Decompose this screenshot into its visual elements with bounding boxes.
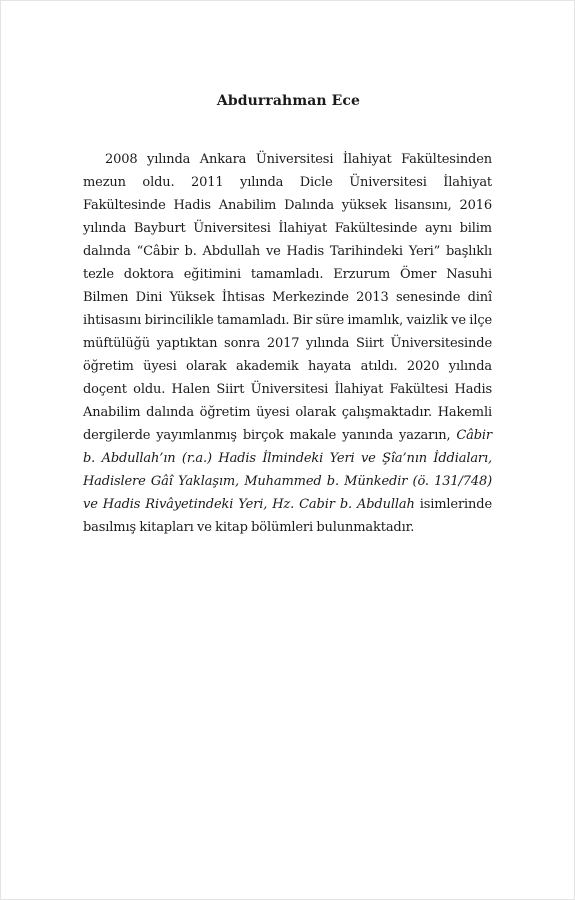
biography-closing-text: isimlerinde basılmış kitapları ve kitap bölümleri bulunmaktadır. — [83, 497, 492, 535]
author-biography — [83, 148, 492, 539]
book-titles: Câbir b. Abdullah’ın (r.a.) Hadis İlmindeki Yeri ve Şîa’nın İddiaları, Hadislere Gâî Yaklaşım, Muhammed b. Münkedir (ö. 131/748) ve Hadis Rivâyetindeki Yeri, Hz. Cabir b. Abdullah — [83, 428, 492, 512]
author-name-heading: Abdurrahman Ece — [216, 93, 361, 109]
biography-text: 2008 yılında Ankara Üniversitesi İlahiyat Fakültesinden mezun oldu. 2011 yılında Dicle Üniversitesi İlahiyat Fakültesinde Hadis Anabilim Dalında yüksek lisansını, 2016 yılında Bayburt Üniversitesi İlahiyat Fakültesinde aynı bilim dalında “Câbir b. Abdullah ve Hadis Tarihindeki Yeri” başlıklı tezle doktora eğitimini tamamladı. Erzurum Ömer Nasuhi Bilmen Dini Yüksek İhtisas Merkezinde 2013 senesinde dinî ihtisasını birincilikle tamamladı. Bir süre imamlık, vaizlik ve ilçe müftülüğü yaptıktan sonra 2017 yılında Siirt Üniversitesinde öğretim üyesi olarak akademik hayata atıldı. 2020 yılında doçent oldu. Halen Siirt Üniversitesi İlahiyat Fakültesi Hadis Anabilim dalında öğretim üyesi olarak çalışmaktadır. Hakemli dergilerde yayımlanmış birçok makale yanında yazarın, — [83, 152, 492, 443]
